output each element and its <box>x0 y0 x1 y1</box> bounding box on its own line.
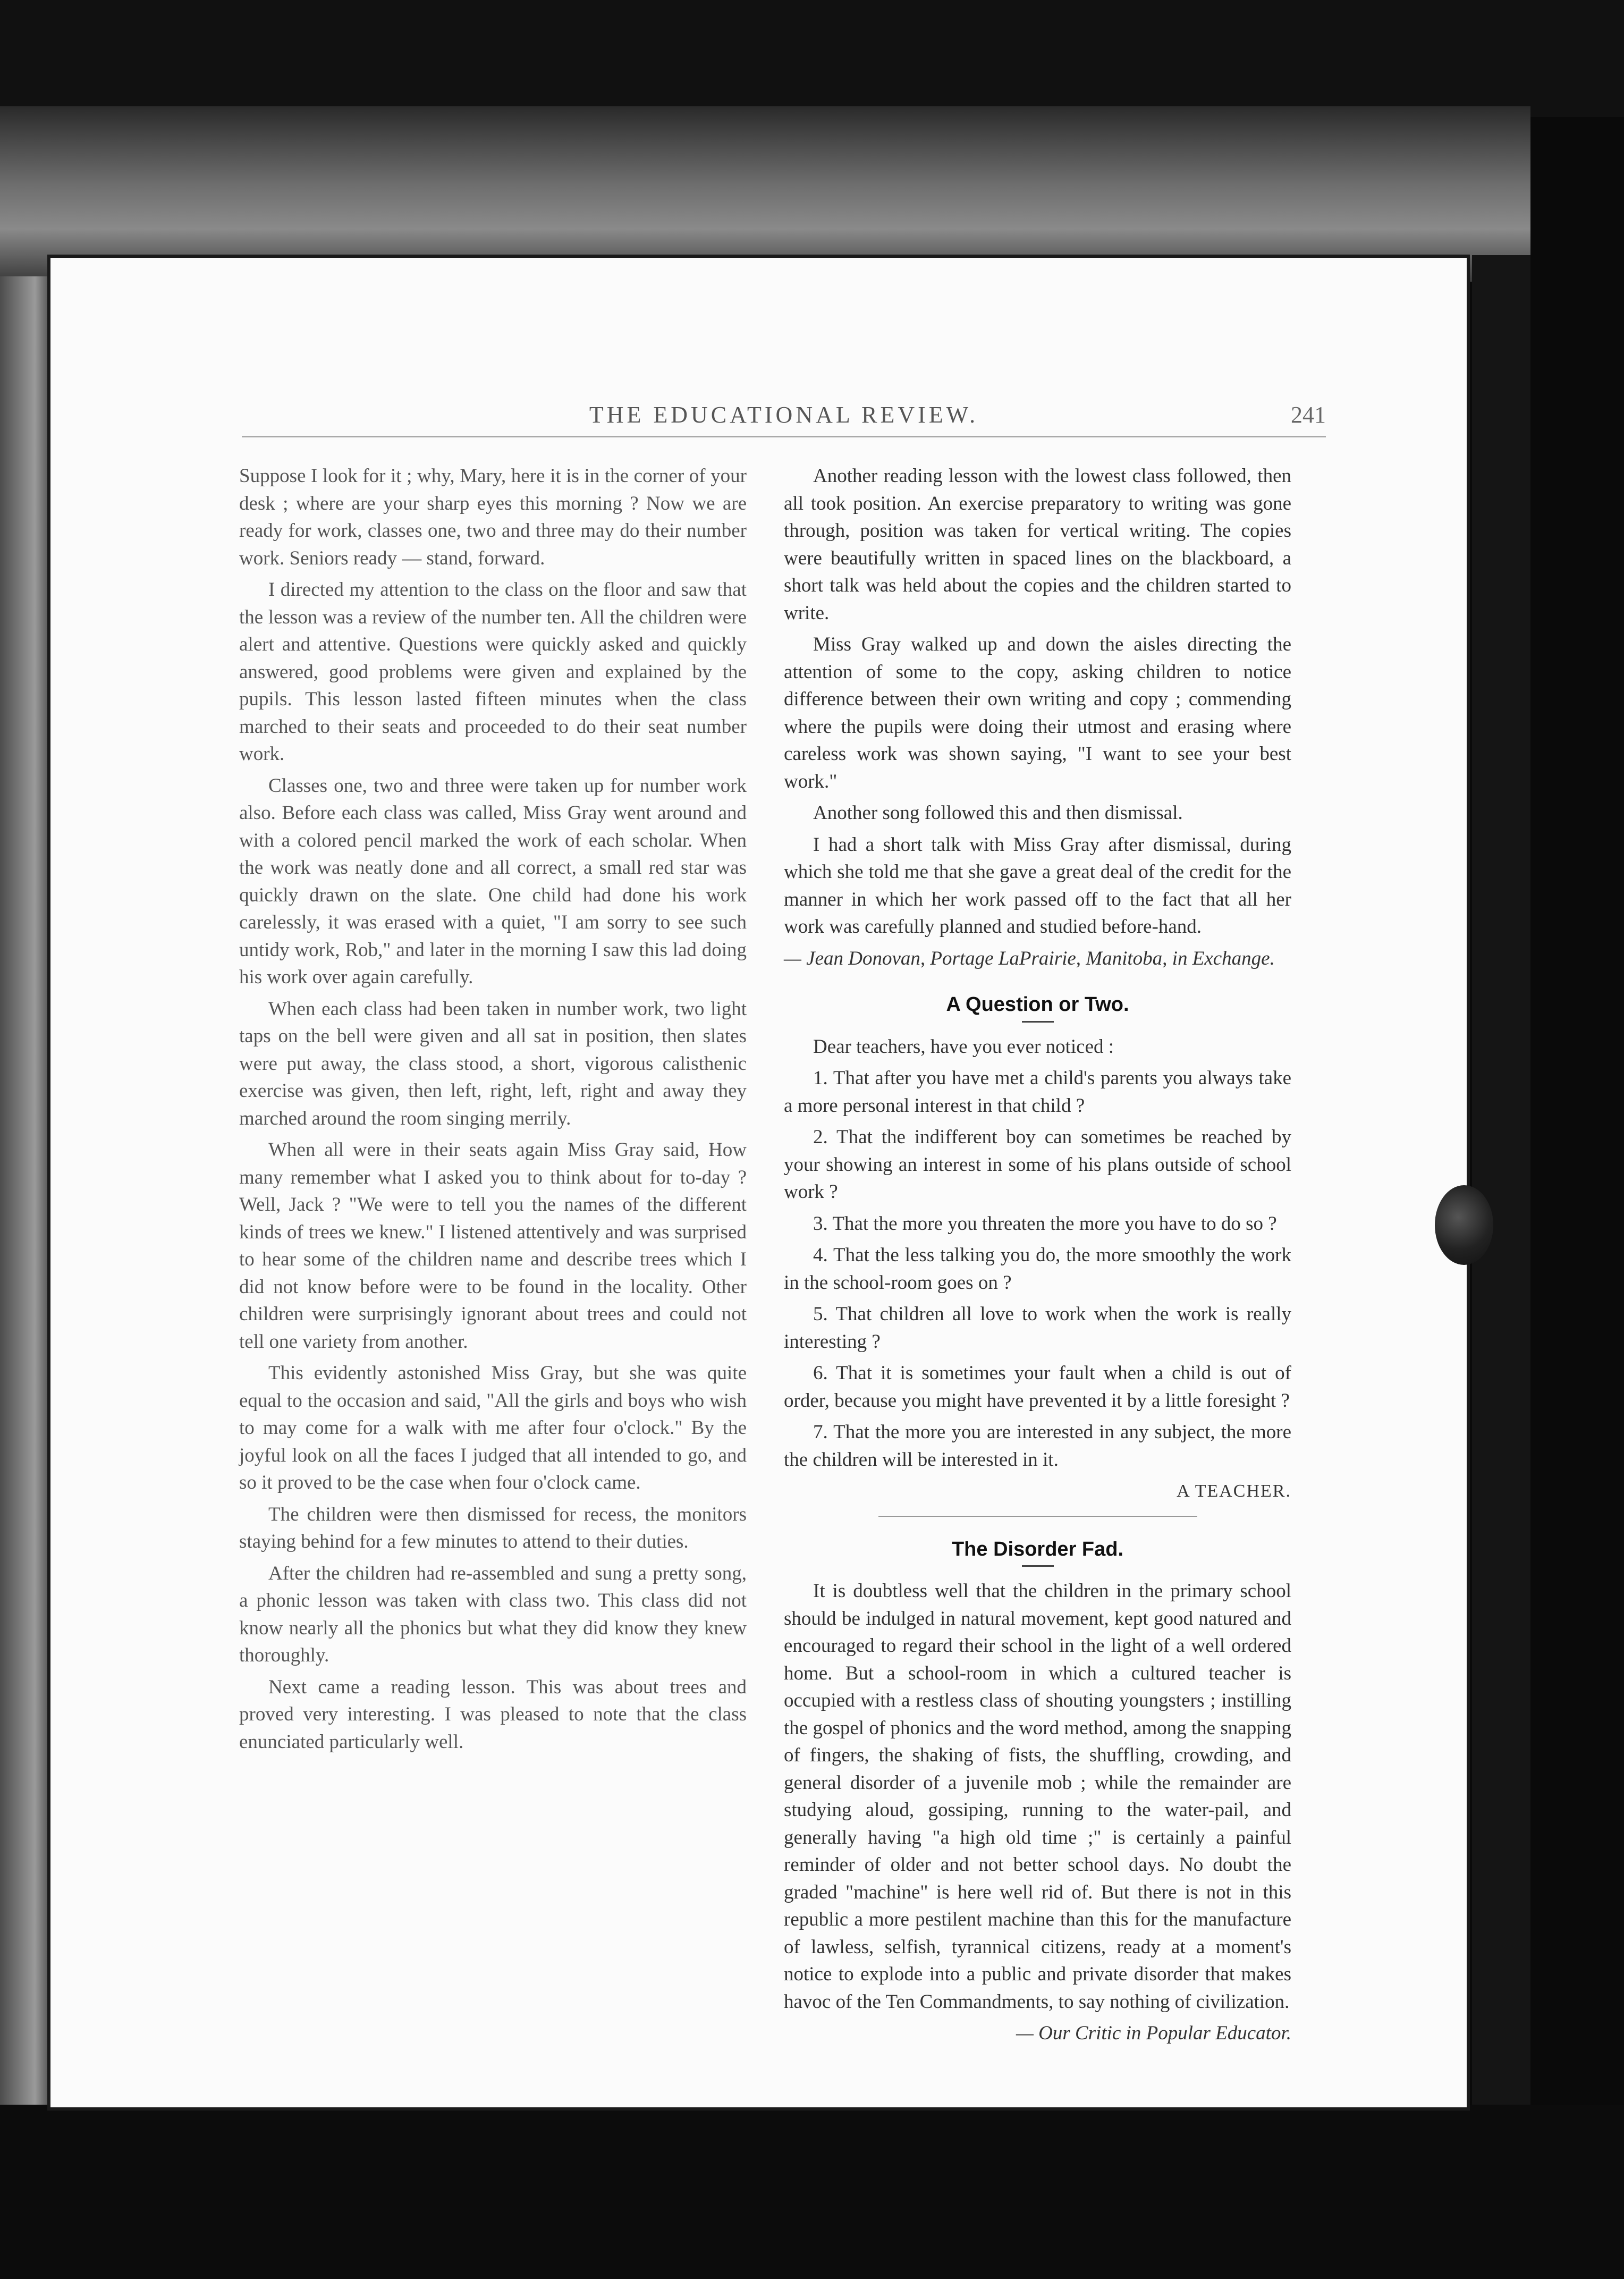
binder-clip <box>1435 1185 1493 1265</box>
list-item: 3. That the more you threaten the more you have to do so ? <box>813 1212 1277 1235</box>
list-item: 1. That after you have met a child's parents you always take a more personal interest in that child ? <box>784 1067 1291 1117</box>
list-item: 6. That it is sometimes your fault when a child is out of order, because you might have prevented it by a little foresight ? <box>784 1362 1291 1412</box>
paragraph: Suppose I look for it ; why, Mary, here it is in the corner of your desk ; where are your sharp eyes this morning ? Now we are ready for work, classes one, two and three may do their number work. Seniors ready — stand, forward. <box>239 465 747 569</box>
paragraph: I directed my attention to the class on the floor and saw that the lesson was a review of the number ten. All the children were alert and attentive. Questions were quickly asked and quickly answered, good problems were given and explained by the pupils. This lesson lasted fifteen minutes when the class marched to their seats and proceeded to do their seat number work. <box>239 579 747 765</box>
paragraph: Another reading lesson with the lowest class followed, then all took position. An exercise preparatory to writing was gone through, position was taken for vertical writing. The copies were beautifully written in spaced lines on the blackboard, a short talk was held about the copies and the children started to write. <box>784 465 1291 624</box>
list-item: 2. That the indifferent boy can sometimes be reached by your showing an interest in some of his plans outside of school work ? <box>784 1126 1291 1203</box>
running-header <box>242 401 1326 438</box>
paragraph: Classes one, two and three were taken up for number work also. Before each class was called, Miss Gray went around and with a colored pencil marked the work of each scholar. When the work was neatly done and all correct, a small red star was quickly drawn on the slate. One child had done his work carelessly, it was erased with a quiet, "I am sorry to see such untidy work, Rob," and later in the morning I saw this lad doing his work over again carefully. <box>239 774 747 988</box>
list-item: 5. That children all love to work when the work is really interesting ? <box>784 1303 1291 1353</box>
scan-border-top <box>0 0 1624 117</box>
paragraph: Dear teachers, have you ever noticed : <box>813 1035 1114 1058</box>
title-rule <box>1022 1021 1054 1023</box>
scan-glare-left <box>0 276 58 2110</box>
article-credit <box>784 945 1291 973</box>
right-column <box>784 462 1291 2052</box>
scan-border-bottom <box>0 2105 1624 2279</box>
paragraph: Miss Gray walked up and down the aisles directing the attention of some to the copy, asking children to notice difference between their own writing and copy ; commending where the pupils were doing their utmost and erasing where careless work was shown saying, "I want to see your best work." <box>784 634 1291 792</box>
paragraph: When all were in their seats again Miss Gray said, How many remember what I asked you to think about for to-day ? Well, Jack ? "We were to tell you the names of the different kinds of trees we knew." I listened attentively and was surprised to hear some of the children name and describe trees which I did not know before were to be found in the locality. Other children were surprisingly ignorant about trees and could not tell one variety from another. <box>239 1139 747 1353</box>
section-title-disorder: The Disorder Fad. <box>951 1538 1124 1560</box>
paragraph: It is doubtless well that the children in the primary school should be indulged in natural movement, kept good natured and encouraged to regard their school in the light of a well ordered home. But a school-room in which a cultured teacher is occupied with a restless class of shouting youngsters ; instilling the gospel of phonics and the word method, among the snapping of fingers, the shaking of fists, the shuffling, crowding, and general disorder of a juvenile mob ; while the remainder are studying aloud, gossiping, running to the water-pail, and generally having "a high old time ;" is certainly a painful reminder of older and not better school days. No doubt the graded "machine" is here well rid of. But there is not in this republic a more pestilent machine than this for the manufacture of lawless, selfish, tyrannical citizens, ready at a moment's notice to explode into a public and private disorder that makes havoc of the Ten Commandments, to say nothing of civilization. <box>784 1580 1291 2013</box>
paragraph: After the children had re-assembled and sung a pretty song, a phonic lesson was taken with class two. This class did not know nearly all the phonics but what they did know they knew thoroughly. <box>239 1562 747 1666</box>
scan-border-right <box>1472 255 1530 2126</box>
left-column <box>239 462 747 1760</box>
signature: A TEACHER. <box>1177 1481 1291 1501</box>
list-item: 4. That the less talking you do, the more smoothly the work in the school-room goes on ? <box>784 1244 1291 1294</box>
journal-title: THE EDUCATIONAL REVIEW. <box>589 402 979 428</box>
paragraph: I had a short talk with Miss Gray after dismissal, during which she told me that she gave a great deal of the credit for the manner in which her work passed off to the fact that all her work was carefully planned and studied before-hand. <box>784 833 1291 938</box>
article-credit <box>784 2020 1291 2047</box>
section-title-question: A Question or Two. <box>946 993 1129 1016</box>
header-rule <box>242 436 1326 437</box>
paragraph: Another song followed this and then dismissal. <box>813 802 1183 824</box>
section-divider <box>878 1516 1197 1517</box>
credit-text: — Our Critic in Popular Educator. <box>1016 2022 1291 2044</box>
scan-glare-band <box>0 106 1530 282</box>
list-item: 7. That the more you are interested in any subject, the more the children will be interested in it. <box>784 1421 1291 1471</box>
paragraph: Next came a reading lesson. This was about trees and proved very interesting. I was pleased to note that the class enunciated particularly well. <box>239 1676 747 1753</box>
paragraph: This evidently astonished Miss Gray, but she was quite equal to the occasion and said, "All the girls and boys who wish to may come for a walk with me after four o'clock." By the joyful look on all the faces I judged that all intended to go, and so it proved to be the case when four o'clock came. <box>239 1362 747 1493</box>
paragraph: When each class had been taken in number work, two light taps on the bell were given and all sat in position, then slates were put away, the class stood, a short, vigorous calisthenic exercise was given, then left, right, left, right and away they marched around the room singing merrily. <box>239 998 747 1129</box>
book-page <box>50 258 1467 2107</box>
page-number: 241 <box>1291 402 1326 428</box>
credit-text: — Jean Donovan, Portage LaPrairie, Manitoba, in Exchange. <box>784 947 1275 969</box>
title-rule <box>1022 1565 1054 1567</box>
paragraph: The children were then dismissed for recess, the monitors staying behind for a few minutes to attend to their duties. <box>239 1503 747 1552</box>
